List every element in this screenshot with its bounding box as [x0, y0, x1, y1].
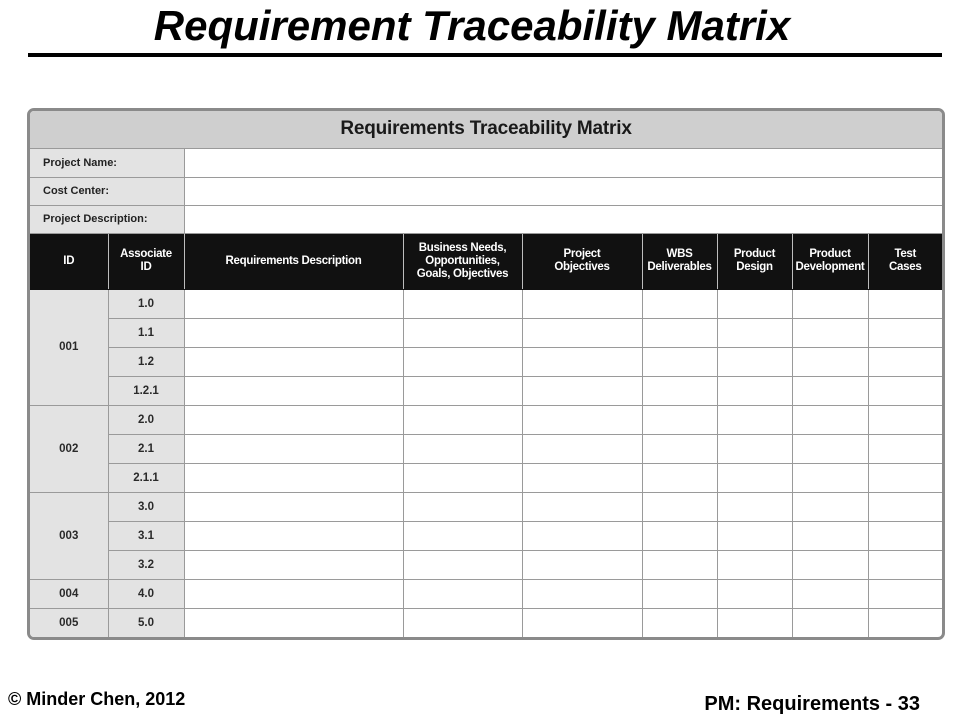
product-development-cell	[792, 463, 868, 492]
project-objectives-cell	[522, 550, 642, 579]
table-row	[30, 521, 942, 550]
product-design-cell	[717, 289, 792, 318]
test-cases-cell	[868, 405, 942, 434]
requirements-description-cell	[184, 579, 403, 608]
business-needs-cell	[403, 347, 522, 376]
column-header-product-design: Product Design	[717, 233, 792, 289]
info-row	[30, 177, 942, 205]
product-design-cell	[717, 376, 792, 405]
test-cases-cell	[868, 463, 942, 492]
table-row	[30, 434, 942, 463]
business-needs-cell	[403, 434, 522, 463]
product-development-cell	[792, 521, 868, 550]
associate-id-cell: 4.0	[108, 579, 184, 608]
copyright-footer: © Minder Chen, 2012	[8, 689, 186, 709]
test-cases-cell	[868, 318, 942, 347]
table-row	[30, 550, 942, 579]
column-header-business-needs: Business Needs, Opportunities, Goals, Objectives	[403, 233, 522, 289]
table-row	[30, 347, 942, 376]
associate-id-cell: 2.0	[108, 405, 184, 434]
requirement-id-cell: 005	[30, 608, 108, 637]
business-needs-cell	[403, 318, 522, 347]
associate-id-cell: 3.1	[108, 521, 184, 550]
test-cases-cell	[868, 289, 942, 318]
wbs-deliverables-cell	[642, 376, 717, 405]
business-needs-cell	[403, 608, 522, 637]
wbs-deliverables-cell	[642, 463, 717, 492]
project-objectives-cell	[522, 318, 642, 347]
table-row	[30, 463, 942, 492]
business-needs-cell	[403, 376, 522, 405]
business-needs-cell	[403, 550, 522, 579]
project-name-field	[184, 148, 942, 177]
product-development-cell	[792, 289, 868, 318]
requirements-description-cell	[184, 463, 403, 492]
wbs-deliverables-cell	[642, 289, 717, 318]
product-design-cell	[717, 550, 792, 579]
project-objectives-cell	[522, 347, 642, 376]
matrix-table	[30, 111, 942, 637]
project-objectives-cell	[522, 521, 642, 550]
info-row	[30, 205, 942, 233]
business-needs-cell	[403, 521, 522, 550]
matrix-title: Requirements Traceability Matrix	[30, 111, 942, 148]
project-objectives-cell	[522, 463, 642, 492]
product-design-cell	[717, 347, 792, 376]
test-cases-cell	[868, 579, 942, 608]
requirement-id-cell: 001	[30, 289, 108, 405]
business-needs-cell	[403, 492, 522, 521]
product-design-cell	[717, 579, 792, 608]
wbs-deliverables-cell	[642, 492, 717, 521]
project-name-label: Project Name:	[30, 148, 184, 177]
requirements-description-cell	[184, 521, 403, 550]
project-objectives-cell	[522, 608, 642, 637]
business-needs-cell	[403, 463, 522, 492]
product-development-cell	[792, 579, 868, 608]
test-cases-cell	[868, 376, 942, 405]
associate-id-cell: 1.0	[108, 289, 184, 318]
product-design-cell	[717, 434, 792, 463]
associate-id-cell: 5.0	[108, 608, 184, 637]
table-row	[30, 492, 942, 521]
project-objectives-cell	[522, 434, 642, 463]
column-header-associate-id: Associate ID	[108, 233, 184, 289]
table-row	[30, 289, 942, 318]
slide-number-footer: PM: Requirements - 33	[704, 693, 920, 715]
test-cases-cell	[868, 434, 942, 463]
project-description-label: Project Description:	[30, 205, 184, 233]
requirements-description-cell	[184, 492, 403, 521]
requirements-description-cell	[184, 405, 403, 434]
column-header-product-development: Product Development	[792, 233, 868, 289]
business-needs-cell	[403, 579, 522, 608]
table-row	[30, 376, 942, 405]
associate-id-cell: 2.1	[108, 434, 184, 463]
associate-id-cell: 3.0	[108, 492, 184, 521]
product-development-cell	[792, 347, 868, 376]
associate-id-cell: 1.2	[108, 347, 184, 376]
project-objectives-cell	[522, 376, 642, 405]
wbs-deliverables-cell	[642, 405, 717, 434]
project-objectives-cell	[522, 492, 642, 521]
product-development-cell	[792, 405, 868, 434]
matrix-title-row	[30, 111, 942, 148]
wbs-deliverables-cell	[642, 608, 717, 637]
requirements-description-cell	[184, 318, 403, 347]
requirements-description-cell	[184, 608, 403, 637]
associate-id-cell: 2.1.1	[108, 463, 184, 492]
info-row	[30, 148, 942, 177]
requirement-id-cell: 003	[30, 492, 108, 579]
column-header-requirements-description: Requirements Description	[184, 233, 403, 289]
slide-title: Requirement Traceability Matrix	[153, 2, 791, 49]
product-development-cell	[792, 550, 868, 579]
product-design-cell	[717, 521, 792, 550]
wbs-deliverables-cell	[642, 550, 717, 579]
product-development-cell	[792, 376, 868, 405]
column-header-id: ID	[30, 233, 108, 289]
column-header-project-objectives: Project Objectives	[522, 233, 642, 289]
test-cases-cell	[868, 492, 942, 521]
table-row	[30, 405, 942, 434]
traceability-matrix	[27, 108, 945, 640]
column-header-test-cases: Test Cases	[868, 233, 942, 289]
associate-id-cell: 1.2.1	[108, 376, 184, 405]
test-cases-cell	[868, 550, 942, 579]
associate-id-cell: 3.2	[108, 550, 184, 579]
cost-center-label: Cost Center:	[30, 177, 184, 205]
requirements-description-cell	[184, 550, 403, 579]
business-needs-cell	[403, 405, 522, 434]
product-design-cell	[717, 463, 792, 492]
test-cases-cell	[868, 347, 942, 376]
wbs-deliverables-cell	[642, 579, 717, 608]
project-objectives-cell	[522, 579, 642, 608]
business-needs-cell	[403, 289, 522, 318]
title-underline	[28, 53, 942, 57]
requirements-description-cell	[184, 289, 403, 318]
product-development-cell	[792, 608, 868, 637]
wbs-deliverables-cell	[642, 434, 717, 463]
product-design-cell	[717, 318, 792, 347]
table-row	[30, 608, 942, 637]
wbs-deliverables-cell	[642, 347, 717, 376]
table-row	[30, 318, 942, 347]
project-objectives-cell	[522, 405, 642, 434]
wbs-deliverables-cell	[642, 521, 717, 550]
product-development-cell	[792, 318, 868, 347]
wbs-deliverables-cell	[642, 318, 717, 347]
column-header-row	[30, 233, 942, 289]
requirement-id-cell: 004	[30, 579, 108, 608]
project-objectives-cell	[522, 289, 642, 318]
requirements-description-cell	[184, 434, 403, 463]
project-description-field	[184, 205, 942, 233]
product-development-cell	[792, 434, 868, 463]
product-design-cell	[717, 405, 792, 434]
column-header-wbs-deliverables: WBS Deliverables	[642, 233, 717, 289]
cost-center-field	[184, 177, 942, 205]
requirements-description-cell	[184, 376, 403, 405]
test-cases-cell	[868, 521, 942, 550]
product-development-cell	[792, 492, 868, 521]
associate-id-cell: 1.1	[108, 318, 184, 347]
requirement-id-cell: 002	[30, 405, 108, 492]
requirements-description-cell	[184, 347, 403, 376]
table-row	[30, 579, 942, 608]
product-design-cell	[717, 608, 792, 637]
test-cases-cell	[868, 608, 942, 637]
product-design-cell	[717, 492, 792, 521]
